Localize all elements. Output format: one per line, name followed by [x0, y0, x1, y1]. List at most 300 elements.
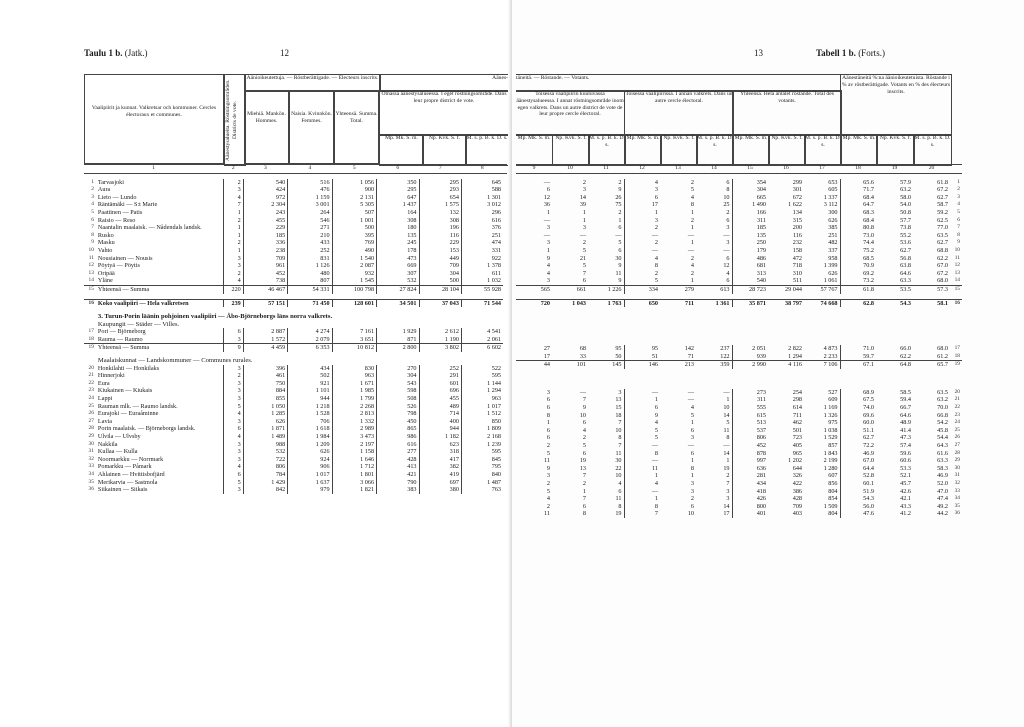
own-men: 526 [377, 403, 419, 411]
cell-a: 17 [543, 352, 550, 360]
table-row [516, 480, 962, 488]
cell-b: 13 [579, 464, 586, 472]
table-row [84, 285, 507, 293]
electors-women: 706 [288, 418, 332, 426]
cell-p3: 54.2 [937, 419, 948, 427]
own-women: 37 043 [419, 299, 461, 307]
row-number: 13 [954, 269, 960, 276]
own-total: 1 301 [461, 194, 503, 202]
municipality-name: Raisio — Reso [97, 216, 136, 224]
cell-g: 354 [732, 179, 768, 187]
municipality-name: Ulvila — Ulvsby [97, 433, 141, 440]
column-number: 1 [84, 165, 223, 174]
cell-f: — [723, 442, 730, 450]
table-row [84, 270, 507, 278]
cell-e: 4 [690, 193, 694, 201]
column-number: 14 [696, 165, 732, 174]
electors-women: 264 [288, 209, 332, 217]
electors-women: 480 [288, 270, 332, 278]
cell-b: 6 [582, 502, 586, 510]
cell-d: 51 [624, 353, 660, 361]
districts-value: 6 [223, 425, 243, 433]
electors-women: 4 274 [288, 328, 332, 336]
cell-g: 250 [732, 239, 768, 247]
own-men: 308 [377, 217, 419, 225]
table-row [516, 217, 962, 225]
cell-i: 804 [828, 487, 838, 495]
cell-b: 7 [582, 495, 586, 503]
cell-e: 711 [660, 299, 696, 307]
row-number: 32 [954, 480, 960, 486]
cell-a: 6 [546, 186, 550, 194]
cell-i: 57 767 [804, 285, 840, 293]
cell-i: 1 280 [823, 464, 838, 472]
row-number: 8 [957, 231, 960, 238]
cell-b: 14 [579, 193, 586, 201]
cell-p2: 52.1 [900, 472, 911, 480]
electors-men: 540 [243, 179, 287, 187]
h17: M. s. p. B. k. D. s. [804, 134, 842, 166]
electors-women: 1 528 [288, 410, 332, 418]
electors-women: 921 [288, 380, 332, 388]
cell-d: 2 [624, 270, 660, 278]
cell-d: 650 [624, 299, 660, 307]
electors-men: 1 429 [243, 479, 287, 487]
table-row [84, 425, 507, 433]
electors-women: 1 984 [288, 433, 332, 441]
table-row [84, 441, 507, 449]
own-men: 2 800 [377, 344, 419, 352]
cell-p1: 62.8 [840, 299, 876, 307]
own-women: 153 [419, 247, 461, 255]
cell-f: 3 [726, 495, 730, 503]
table-row [516, 255, 962, 263]
cell-e: 1 [690, 419, 694, 427]
electors-total: 507 [332, 209, 376, 217]
electors-total: 2 813 [332, 410, 376, 418]
cell-g: 166 [732, 209, 768, 217]
right-page-number: 13 [754, 48, 763, 58]
cell-e: — [687, 231, 694, 239]
row-number: 23 [88, 387, 94, 394]
row-number: 26 [954, 434, 960, 441]
electors-total: 3 651 [332, 336, 376, 344]
row-number: 13 [88, 269, 94, 276]
own-total: 474 [461, 239, 503, 247]
electors-women: 71 450 [288, 299, 332, 307]
cell-e: 1 [690, 472, 694, 480]
cell-i: 609 [828, 396, 838, 404]
electors-men: 1 572 [243, 336, 287, 344]
cell-i: 854 [828, 495, 838, 503]
cell-f: — [723, 246, 730, 254]
cell-f: 4 [726, 269, 730, 277]
own-total: 376 [461, 224, 503, 232]
cell-h: 298 [792, 396, 802, 404]
cell-p3: 62.7 [937, 239, 948, 247]
cell-d: — [624, 389, 660, 397]
column-number: 15 [732, 165, 768, 174]
right-header [816, 48, 885, 58]
cell-a: 1 [546, 208, 550, 216]
own-women: 623 [419, 441, 461, 449]
table-row [84, 186, 507, 194]
table-row [516, 353, 962, 361]
electors-women: 434 [288, 365, 332, 373]
cell-p3: 46.9 [937, 472, 948, 480]
votants-cont-header: täneitä. — Röstande. — Votants. [516, 74, 841, 92]
municipality-name: Pöytyä — Pöytis [97, 262, 140, 270]
row-number: 14 [954, 277, 960, 284]
cell-d: 7 [624, 510, 660, 518]
own-total: 645 [461, 179, 503, 187]
electors-men: 2 887 [243, 328, 287, 336]
column-number: 13 [660, 165, 696, 174]
cell-b: 101 [552, 361, 588, 369]
row-number: 29 [88, 433, 94, 439]
electors-men: 185 [243, 232, 287, 240]
own-women: 318 [419, 448, 461, 456]
cell-c: 30 [615, 254, 622, 262]
electors-total: 3 066 [332, 479, 376, 487]
cell-h: 672 [792, 193, 802, 201]
own-women: 449 [419, 255, 461, 263]
cell-i: 1 061 [823, 277, 838, 285]
own-men: 34 501 [377, 299, 419, 307]
electors-men: 784 [243, 471, 287, 479]
electors-total: 932 [332, 270, 376, 278]
electors-women: 1 101 [288, 387, 332, 395]
cell-f: 3 [726, 487, 730, 495]
cell-p3: 58.3 [937, 464, 948, 472]
own-women: 601 [419, 380, 461, 388]
cell-d: 17 [624, 201, 660, 209]
own-women: 196 [419, 224, 461, 232]
electors-total: 2 087 [332, 262, 376, 270]
cell-d: 6 [624, 194, 660, 202]
own-men: 295 [377, 186, 419, 194]
cell-d: — [624, 232, 660, 240]
electors-men: 4 459 [243, 344, 287, 352]
cell-p2: 54.0 [900, 201, 911, 209]
row-number: 7 [957, 224, 960, 231]
cell-a: 6 [546, 434, 550, 442]
table-row [84, 239, 507, 247]
own-total: 922 [461, 255, 503, 263]
own-total: 1 239 [461, 441, 503, 449]
cell-p2: 48.9 [900, 419, 911, 427]
cell-b: 9 [582, 404, 586, 412]
districts-value: 1 [223, 224, 243, 232]
cell-f: 1 [726, 396, 730, 404]
cell-h: 315 [792, 216, 802, 224]
cell-e: 1 [690, 239, 694, 247]
cell-d: 5 [624, 277, 660, 285]
electors-women: 626 [288, 448, 332, 456]
cell-e: 2 [690, 269, 694, 277]
cell-f: 6 [726, 178, 730, 186]
districts-value: 3 [223, 380, 243, 388]
cell-p2: 63.8 [900, 262, 911, 270]
municipality-name: Kiukainen — Kiukais [97, 387, 153, 395]
districts-value: 2 [223, 270, 243, 278]
cell-i: 385 [828, 224, 838, 232]
districts-value: 220 [223, 285, 243, 293]
cell-p3: 44.2 [937, 510, 948, 518]
cell-a: 12 [543, 193, 550, 201]
cell-b: 21 [579, 254, 586, 262]
districts-value: 4 [223, 433, 243, 441]
cell-h: 4 116 [768, 361, 804, 369]
cell-i: 958 [828, 254, 838, 262]
row-number: 8 [91, 231, 94, 238]
cell-p3: 68.0 [937, 345, 948, 353]
cell-c: 75 [615, 201, 622, 209]
own-total: 795 [461, 463, 503, 471]
cell-p2: 64.8 [876, 361, 913, 369]
electors-total: 7 161 [332, 328, 376, 336]
cell-c: 10 [615, 472, 622, 480]
cell-g: 179 [732, 247, 768, 255]
electors-men: 1 489 [243, 433, 287, 441]
cell-c: 11 [615, 449, 622, 457]
own-men: 450 [377, 418, 419, 426]
row-number: 9 [91, 239, 94, 246]
cell-b: 7 [582, 396, 586, 404]
cell-g: 401 [732, 510, 768, 518]
own-total: 763 [461, 486, 503, 494]
cell-p1: 75.2 [840, 247, 876, 255]
cell-c: 9 [618, 262, 622, 270]
municipality-name: Honkilahti — Honkilaks [97, 364, 160, 372]
cell-i: 626 [828, 269, 838, 277]
cell-p2: 62.2 [900, 352, 911, 360]
cell-p1: 69.2 [840, 270, 876, 278]
cell-d: 5 [624, 434, 660, 442]
cell-p3: 61.8 [937, 178, 948, 186]
electors-women: 546 [288, 217, 332, 225]
electors-men: 855 [243, 395, 287, 403]
row-number: 36 [954, 510, 960, 517]
table-row [84, 336, 507, 344]
districts-value: 1 [223, 209, 243, 217]
cell-c: 30 [615, 457, 622, 465]
cell-c: 26 [615, 193, 622, 201]
row-number: 5 [91, 208, 94, 215]
table-row [84, 232, 507, 240]
electors-total: 963 [332, 372, 376, 380]
cell-e: 8 [690, 464, 694, 472]
electors-total: 830 [332, 365, 376, 373]
row-number: 1 [91, 178, 94, 185]
cell-a: — [543, 216, 550, 224]
table-row [516, 262, 962, 270]
cell-p1: 61.8 [840, 285, 876, 293]
electors-men: 243 [243, 209, 287, 217]
column-number: 9 [516, 165, 552, 174]
electors-women: 1 126 [288, 262, 332, 270]
own-men: 871 [377, 336, 419, 344]
cell-b: 6 [582, 419, 586, 427]
cell-p2: 54.3 [876, 299, 913, 307]
own-total: 4 541 [461, 328, 503, 336]
cell-c: 10 [615, 426, 622, 434]
row-number: 12 [88, 262, 94, 269]
cell-a: 5 [546, 449, 550, 457]
cell-p3: 61.2 [937, 352, 948, 360]
row-number: 24 [88, 395, 94, 402]
cell-a: 3 [546, 472, 550, 480]
cell-i: 1 529 [823, 434, 838, 442]
electors-total: 2 131 [332, 194, 376, 202]
cell-f: 10 [723, 193, 730, 201]
cell-e: 1 [690, 457, 694, 465]
cell-i: 1 326 [823, 411, 838, 419]
cell-h: 301 [792, 186, 802, 194]
cell-p2: 60.6 [900, 457, 911, 465]
cell-b: 3 [582, 186, 586, 194]
cell-d: 1 [624, 472, 660, 480]
continued-label: (Jatk.) [124, 48, 148, 58]
cell-a: 2 [546, 480, 550, 487]
cell-c: 6 [618, 246, 622, 254]
electors-men: 46 467 [243, 285, 287, 293]
cell-e: 279 [660, 285, 696, 293]
cell-c: 4 [618, 480, 622, 487]
own-women: 293 [419, 186, 461, 194]
cell-i: 1 169 [823, 404, 838, 412]
cell-c: 9 [618, 186, 622, 194]
own-men: 180 [377, 224, 419, 232]
electors-women: 210 [288, 232, 332, 240]
own-women: 308 [419, 217, 461, 225]
row-number: 20 [88, 364, 94, 371]
cell-d: 146 [624, 361, 660, 369]
cell-a: 5 [546, 487, 550, 495]
cell-p1: 67.0 [840, 457, 876, 465]
cell-a: 6 [546, 404, 550, 412]
table-row [516, 427, 962, 435]
cell-p2: 41.4 [900, 426, 911, 434]
cell-d: — [624, 442, 660, 450]
cell-a: 44 [516, 361, 552, 369]
own-total: 963 [461, 395, 503, 403]
cell-i: 482 [828, 239, 838, 247]
own-men: 277 [377, 448, 419, 456]
own-women: 380 [419, 486, 461, 494]
districts-value: 6 [223, 471, 243, 479]
cell-p3: 49.2 [937, 502, 948, 510]
cell-f: 5 [726, 419, 730, 427]
districts-value: 5 [223, 479, 243, 487]
cell-g: 878 [732, 450, 768, 458]
cell-i: 804 [828, 510, 838, 518]
row-number: 6 [91, 216, 94, 223]
cell-g: 997 [732, 457, 768, 465]
percentage-header: Äänestäneitä %:na äänioikeutetuista. Röstande i % av röstberättigade. Votants en % des électeurs inscrits. [840, 74, 952, 136]
column-number: 11 [588, 165, 624, 174]
cell-d: 2 [624, 239, 660, 247]
section-title-row [84, 307, 507, 321]
cell-e: 213 [660, 361, 696, 369]
municipality-name: Eurajoki — Euraåminne [97, 410, 159, 418]
cell-p2: 42.6 [900, 487, 911, 495]
own-total: 616 [461, 217, 503, 225]
column-number: 6 [377, 165, 419, 174]
cell-h: 965 [792, 449, 802, 457]
cell-f: 2 [726, 472, 730, 480]
cell-a: 27 [543, 345, 550, 353]
cell-e: 3 [690, 480, 694, 487]
h10: Np. Kvk. S. f. [552, 134, 590, 166]
districts-value: 2 [223, 372, 243, 380]
cell-h: 501 [792, 426, 802, 434]
municipality-name: Nousiainen — Nousis [97, 254, 153, 262]
own-women: 132 [419, 209, 461, 217]
cell-c: 19 [615, 510, 622, 518]
left-page-number: 12 [280, 48, 289, 58]
electors-women: 433 [288, 239, 332, 247]
cell-h: 711 [792, 411, 802, 419]
table-row [84, 277, 507, 285]
table-row [84, 299, 507, 307]
rural-title-row [84, 352, 507, 365]
cell-g: 615 [732, 412, 768, 420]
row-number: 19 [950, 361, 962, 369]
row-number: 3 [957, 193, 960, 200]
cell-a: 9 [546, 464, 550, 472]
cell-b: 68 [579, 345, 586, 353]
cell-e: 1 [690, 277, 694, 285]
electors-women: 54 331 [288, 285, 332, 293]
districts-value: 3 [223, 456, 243, 464]
row-number: 10 [88, 246, 94, 253]
cell-a: 6 [546, 426, 550, 434]
table-title: Taulu 1 b. [84, 48, 123, 58]
row-number: 20 [954, 388, 960, 395]
electors-total: 1 821 [332, 486, 376, 494]
electors-women: 1 209 [288, 441, 332, 449]
own-men: 307 [377, 270, 419, 278]
own-men: 1 437 [377, 201, 419, 209]
cell-p2: 66.0 [900, 345, 911, 353]
table-row [84, 387, 507, 395]
municipality-name: Masku [97, 239, 115, 247]
own-total: 611 [461, 270, 503, 278]
cell-i: 2 233 [823, 352, 838, 360]
cell-b: 7 [582, 269, 586, 277]
row-number: 35 [954, 502, 960, 509]
districts-value: 3 [223, 262, 243, 270]
cell-c: 95 [615, 345, 622, 353]
cell-f: 8 [726, 186, 730, 194]
electors-total: 2 989 [332, 425, 376, 433]
electors-total: 1 985 [332, 387, 376, 395]
cell-p1: 51.1 [840, 427, 876, 435]
municipality-name: Nakkila [97, 440, 118, 448]
cell-p1: 47.6 [840, 510, 876, 518]
municipality-name: Lappi [97, 395, 113, 403]
cell-f: 10 [723, 404, 730, 412]
cell-g: 665 [732, 194, 768, 202]
cell-p3: 70.0 [937, 404, 948, 412]
towns-title-row [84, 321, 507, 329]
cell-p3: 67.0 [937, 262, 948, 270]
cell-g: 2 990 [732, 361, 768, 369]
row-number: 3 [91, 193, 94, 200]
row-number: 27 [954, 442, 960, 449]
column-number: 3 [243, 165, 287, 174]
